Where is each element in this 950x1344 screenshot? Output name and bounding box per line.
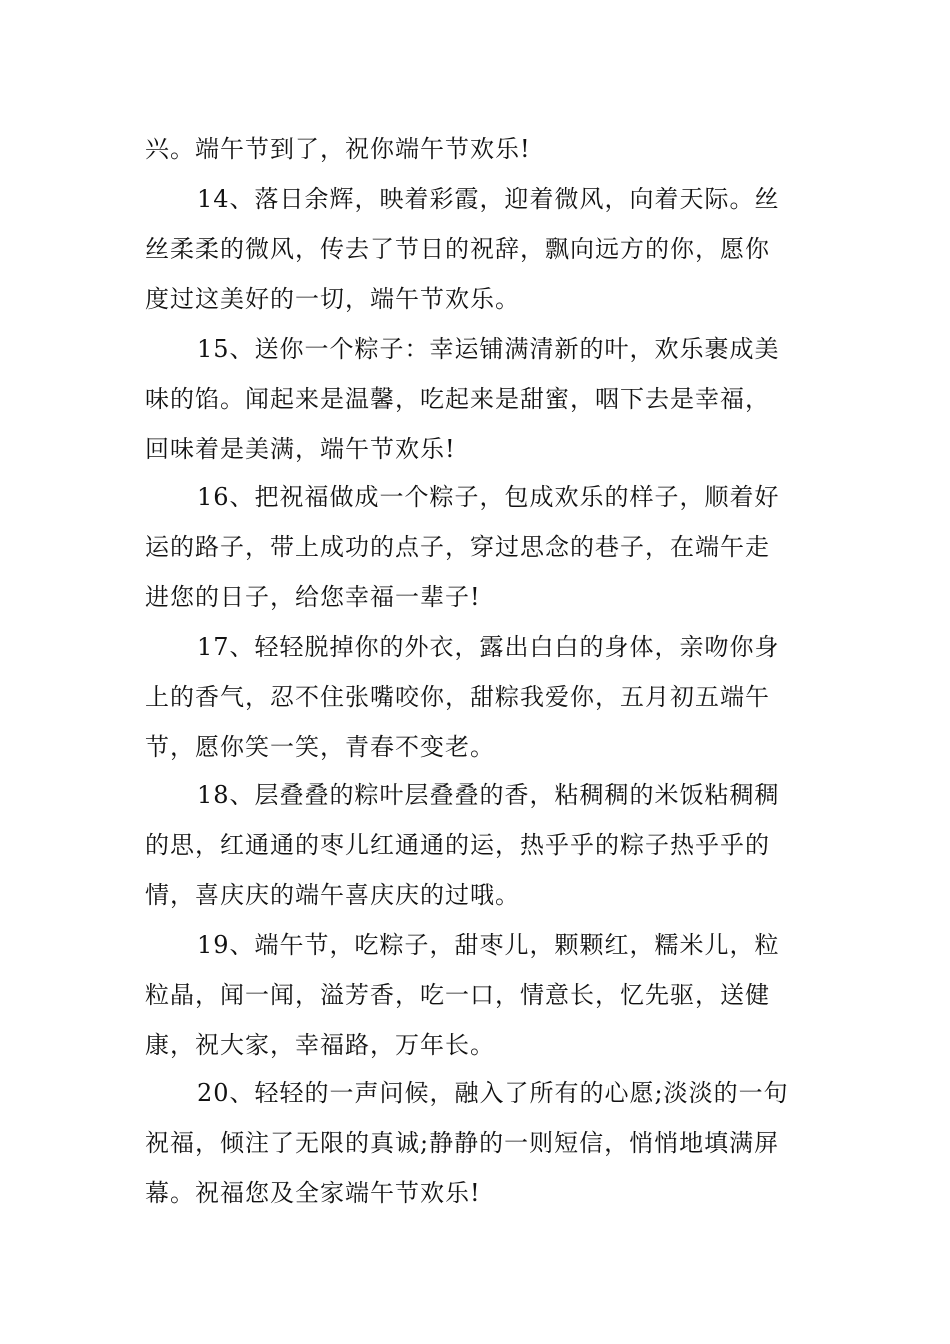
- text-line: 度过这美好的一切，端午节欢乐。: [145, 285, 520, 313]
- text-line: 进您的日子，给您幸福一辈子!: [145, 583, 481, 611]
- text-line: 的思，红通通的枣儿红通通的运，热乎乎的粽子热乎乎的: [145, 831, 770, 859]
- text-line: 节，愿你笑一笑，青春不变老。: [145, 733, 495, 761]
- item-15-line-1: 15、送你一个粽子：幸运铺满清新的叶，欢乐裹成美: [197, 335, 780, 363]
- item-17-line-1: 17、轻轻脱掉你的外衣，露出白白的身体，亲吻你身: [197, 633, 780, 661]
- text-line: 上的香气，忍不住张嘴咬你，甜粽我爱你，五月初五端午: [145, 683, 770, 711]
- text-line: 兴。端午节到了，祝你端午节欢乐!: [145, 135, 531, 163]
- text-line: 粒晶，闻一闻，溢芳香，吃一口，情意长，忆先驱，送健: [145, 981, 770, 1009]
- text-line: 味的馅。闻起来是温馨，吃起来是甜蜜，咽下去是幸福，: [145, 385, 770, 413]
- item-19-line-1: 19、端午节，吃粽子，甜枣儿，颗颗红，糯米儿，粒: [197, 931, 780, 959]
- item-18-line-1: 18、层叠叠的粽叶层叠叠的香，粘稠稠的米饭粘稠稠: [197, 781, 780, 809]
- item-20-line-1: 20、轻轻的一声问候，融入了所有的心愿;淡淡的一句: [197, 1079, 789, 1107]
- text-line: 康，祝大家，幸福路，万年长。: [145, 1031, 495, 1059]
- text-line: 幕。祝福您及全家端午节欢乐!: [145, 1179, 481, 1207]
- text-line: 运的路子，带上成功的点子，穿过思念的巷子，在端午走: [145, 533, 770, 561]
- text-line: 祝福，倾注了无限的真诚;静静的一则短信，悄悄地填满屏: [145, 1129, 780, 1157]
- text-line: 情，喜庆庆的端午喜庆庆的过哦。: [145, 881, 520, 909]
- text-line: 丝柔柔的微风，传去了节日的祝辞，飘向远方的你，愿你: [145, 235, 770, 263]
- item-14-line-1: 14、落日余辉，映着彩霞，迎着微风，向着天际。丝: [197, 185, 780, 213]
- item-16-line-1: 16、把祝福做成一个粽子，包成欢乐的样子，顺着好: [197, 483, 780, 511]
- text-line: 回味着是美满，端午节欢乐!: [145, 435, 456, 463]
